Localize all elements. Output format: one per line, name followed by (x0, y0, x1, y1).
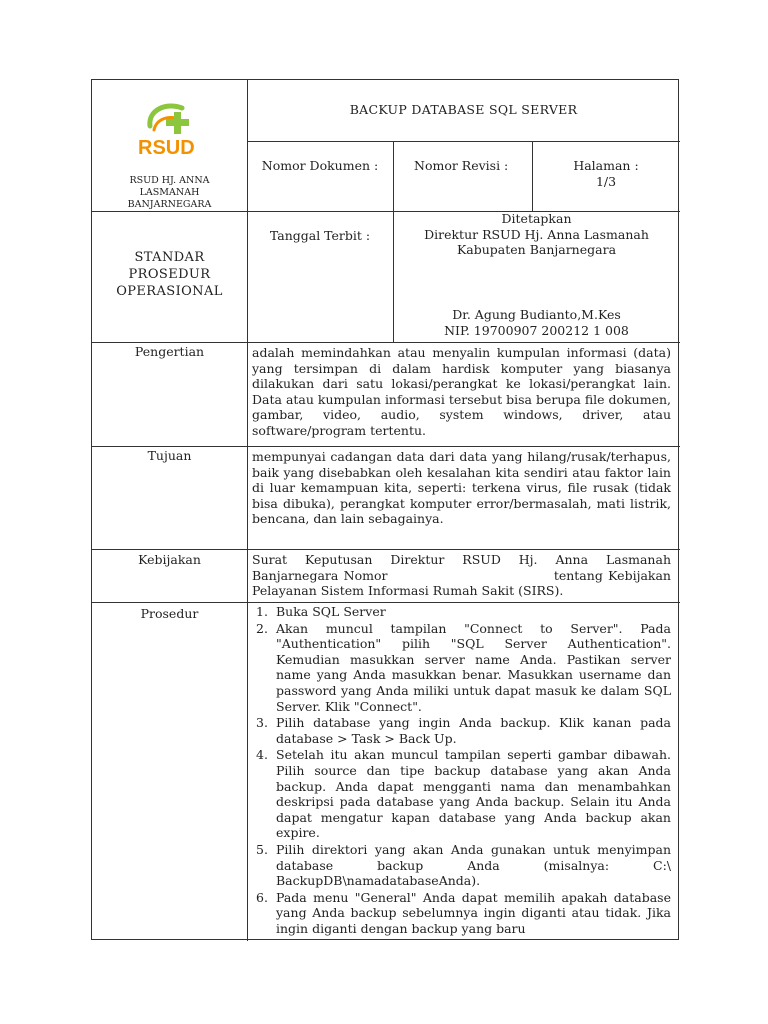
list-item: 6. Pada menu "General" Anda dapat memilih apakah database yang Anda backup sebelumnya ingin diganti atau tidak. Jika ingin diganti dengan backup yang baru (256, 889, 671, 936)
pengertian-text: adalah memindahkan atau menyalin kumpulan informasi (data) yang tersimpan di dalam hardisk komputer yang biasanya dilakukan dari satu lokasi/perangkat ke lokasi/perangkat lain. Data atau kumpulan informasi tersebut bisa berupa file dokumen, gambar, video, audio, system windows, driver, atau software/program tertentu. (252, 345, 671, 438)
nomor-dokumen-label: Nomor Dokumen : (261, 158, 379, 173)
nomor-revisi-label: Nomor Revisi : (414, 158, 509, 173)
signer-name: Dr. Agung Budianto,M.Kes (452, 307, 621, 322)
ditetapkan-block: Ditetapkan Direktur RSUD Hj. Anna Lasmanah Kabupaten Banjarnegara (424, 211, 649, 258)
list-item: 4. Setelah itu akan muncul tampilan seperti gambar dibawah. Pilih source dan tipe backup database yang akan Anda backup. Anda dapat mengganti nama dan menambahkan deskripsi pada database yang Anda backup. Selain itu Anda dapat mengatur kapan database yang Anda backup akan expire. (256, 747, 671, 841)
pengertian-label: Pengertian (134, 344, 205, 359)
signer-nip: NIP. 19700907 200212 1 008 (444, 322, 629, 338)
list-item: 3. Pilih database yang ingin Anda backup. Klik kanan pada database > Task > Back Up. (256, 715, 671, 746)
tujuan-text: mempunyai cadangan data dari data yang hilang/rusak/terhapus, baik yang disebabkan oleh kesalahan kita sendiri atau faktor lain di luar kemampuan kita, seperti: terkena virus, file rusak (tidak bisa dibuka), perangkat komputer error/bermasalah, mati listrik, bencana, dan lain sebagainya. (252, 449, 671, 527)
svg-text:RSUD: RSUD (138, 137, 195, 158)
halaman-label: Halaman : (573, 158, 639, 173)
tujuan-label: Tujuan (147, 448, 192, 463)
list-item: 2. Akan muncul tampilan "Connect to Server". Pada "Authentication" pilih "SQL Server Authentication". Kemudian masukkan server name Anda. Pastikan server name yang Anda masukkan benar. Masukkan username dan password yang Anda miliki untuk dapat masuk ke dalam SQL Server. Klik "Connect". (256, 620, 671, 714)
divider (247, 141, 680, 142)
divider (92, 446, 680, 447)
divider (92, 342, 680, 343)
document-title: BACKUP DATABASE SQL SERVER (349, 102, 578, 117)
prosedur-steps (252, 604, 671, 937)
tanggal-terbit-label: Tanggal Terbit : (269, 228, 371, 243)
divider (92, 549, 680, 550)
rsud-logo (136, 98, 206, 158)
divider (247, 80, 248, 941)
halaman-value: 1/3 (595, 173, 617, 189)
list-item: 5. Pilih direktori yang akan Anda gunakan untuk menyimpan database backup Anda (misalnya: C:\ BackupDB\namadatabaseAnda). (256, 841, 671, 889)
hospital-name: RSUD HJ. ANNA LASMANAH BANJARNEGARA (127, 175, 212, 210)
sop-document-table (91, 79, 679, 940)
halaman-cell (532, 158, 680, 189)
sop-label: STANDAR PROSEDUR OPERASIONAL (116, 250, 223, 299)
kebijakan-label: Kebijakan (138, 552, 201, 567)
kebijakan-text: Surat Keputusan Direktur RSUD Hj. Anna Lasmanah Banjarnegara Nomor tentang Kebijakan Pelayanan Sistem Informasi Rumah Sakit (SIRS). (252, 552, 675, 599)
prosedur-label: Prosedur (140, 606, 199, 621)
signer-block (393, 307, 680, 338)
list-item: 1. Buka SQL Server (256, 604, 386, 619)
divider (92, 602, 680, 603)
